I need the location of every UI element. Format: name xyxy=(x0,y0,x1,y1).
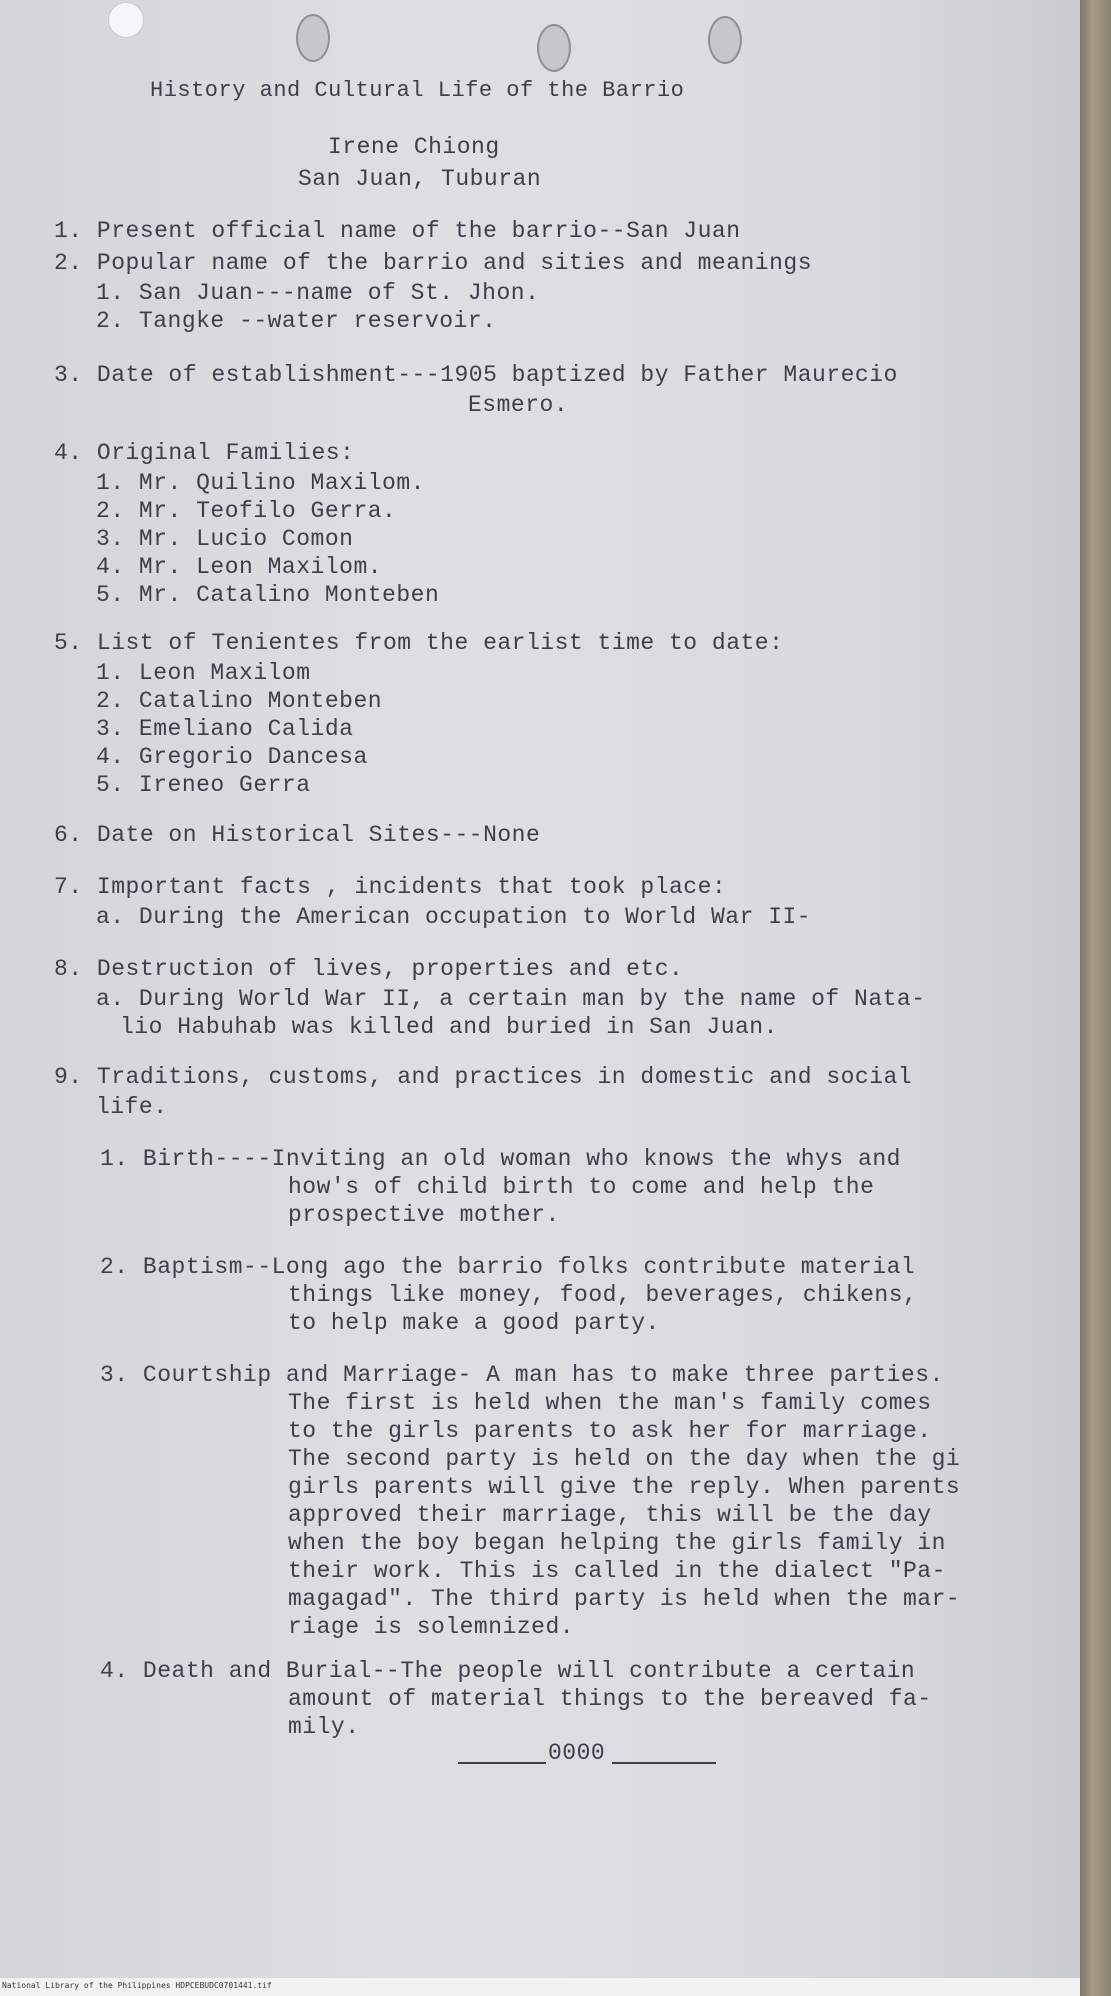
page-edge xyxy=(1080,0,1111,1996)
item-2: 2. Popular name of the barrio and sities and meanings xyxy=(54,250,813,276)
courtship-line-1: 3. Courtship and Marriage- A man has to make three parties. xyxy=(100,1362,944,1388)
item-4: 4. Original Families: xyxy=(54,440,355,466)
archive-footer: National Library of the Philippines HDPCEBUDC0701441.tif xyxy=(2,1981,272,1990)
death-line-3: mily. xyxy=(288,1714,360,1740)
courtship-line-2: The first is held when the man's family comes xyxy=(288,1390,932,1416)
teniente-1: 1. Leon Maxilom xyxy=(96,660,311,686)
courtship-line-6: approved their marriage, this will be the day xyxy=(288,1502,932,1528)
baptism-line-3: to help make a good party. xyxy=(288,1310,660,1336)
birth-line-3: prospective mother. xyxy=(288,1202,560,1228)
item-8-a-line-2: lio Habuhab was killed and buried in San Juan. xyxy=(120,1014,778,1040)
teniente-5: 5. Ireneo Gerra xyxy=(96,772,311,798)
document-title: History and Cultural Life of the Barrio xyxy=(150,78,685,103)
item-7-a: a. During the American occupation to World War II- xyxy=(96,904,812,930)
item-3: 3. Date of establishment---1905 baptized by Father Maurecio xyxy=(54,362,898,388)
courtship-line-10: riage is solemnized. xyxy=(288,1614,575,1640)
family-1: 1. Mr. Quilino Maxilom. xyxy=(96,470,425,496)
binder-hole-left xyxy=(296,14,330,62)
birth-line-2: how's of child birth to come and help the xyxy=(288,1174,875,1200)
family-4: 4. Mr. Leon Maxilom. xyxy=(96,554,383,580)
item-2-sub-1: 1. San Juan---name of St. Jhon. xyxy=(96,280,540,306)
item-5: 5. List of Tenientes from the earlist time to date: xyxy=(54,630,784,656)
baptism-line-1: 2. Baptism--Long ago the barrio folks contribute material xyxy=(100,1254,916,1280)
punch-sticker xyxy=(108,2,144,38)
binder-hole-center xyxy=(537,24,571,72)
teniente-4: 4. Gregorio Dancesa xyxy=(96,744,368,770)
binder-hole-right xyxy=(708,16,742,64)
courtship-line-4: The second party is held on the day when the gi xyxy=(288,1446,961,1472)
death-line-1: 4. Death and Burial--The people will contribute a certain xyxy=(100,1658,916,1684)
author-name: Irene Chiong xyxy=(328,134,500,160)
courtship-line-7: when the boy began helping the girls family in xyxy=(288,1530,946,1556)
author-location: San Juan, Tuburan xyxy=(298,166,542,192)
death-line-2: amount of material things to the bereaved fa- xyxy=(288,1686,932,1712)
item-7: 7. Important facts , incidents that took place: xyxy=(54,874,727,900)
baptism-line-2: things like money, food, beverages, chikens, xyxy=(288,1282,918,1308)
courtship-line-5: girls parents will give the reply. When parents xyxy=(288,1474,961,1500)
end-rule-left xyxy=(458,1762,546,1764)
family-5: 5. Mr. Catalino Monteben xyxy=(96,582,440,608)
end-rule-right xyxy=(612,1762,716,1764)
birth-line-1: 1. Birth----Inviting an old woman who knows the whys and xyxy=(100,1146,901,1172)
courtship-line-3: to the girls parents to ask her for marriage. xyxy=(288,1418,932,1444)
item-9-cont: life. xyxy=(96,1094,168,1120)
courtship-line-8: their work. This is called in the dialect "Pa- xyxy=(288,1558,946,1584)
item-8-a-line-1: a. During World War II, a certain man by the name of Nata- xyxy=(96,986,926,1012)
family-2: 2. Mr. Teofilo Gerra. xyxy=(96,498,397,524)
teniente-3: 3. Emeliano Calida xyxy=(96,716,354,742)
item-6: 6. Date on Historical Sites---None xyxy=(54,822,541,848)
item-1: 1. Present official name of the barrio--San Juan xyxy=(54,218,741,244)
end-mark: 0000 xyxy=(548,1740,606,1766)
family-3: 3. Mr. Lucio Comon xyxy=(96,526,354,552)
teniente-2: 2. Catalino Monteben xyxy=(96,688,383,714)
courtship-line-9: magagad". The third party is held when the mar- xyxy=(288,1586,961,1612)
item-9: 9. Traditions, customs, and practices in domestic and social xyxy=(54,1064,913,1090)
item-3-cont: Esmero. xyxy=(468,392,569,418)
item-8: 8. Destruction of lives, properties and etc. xyxy=(54,956,684,982)
item-2-sub-2: 2. Tangke --water reservoir. xyxy=(96,308,497,334)
